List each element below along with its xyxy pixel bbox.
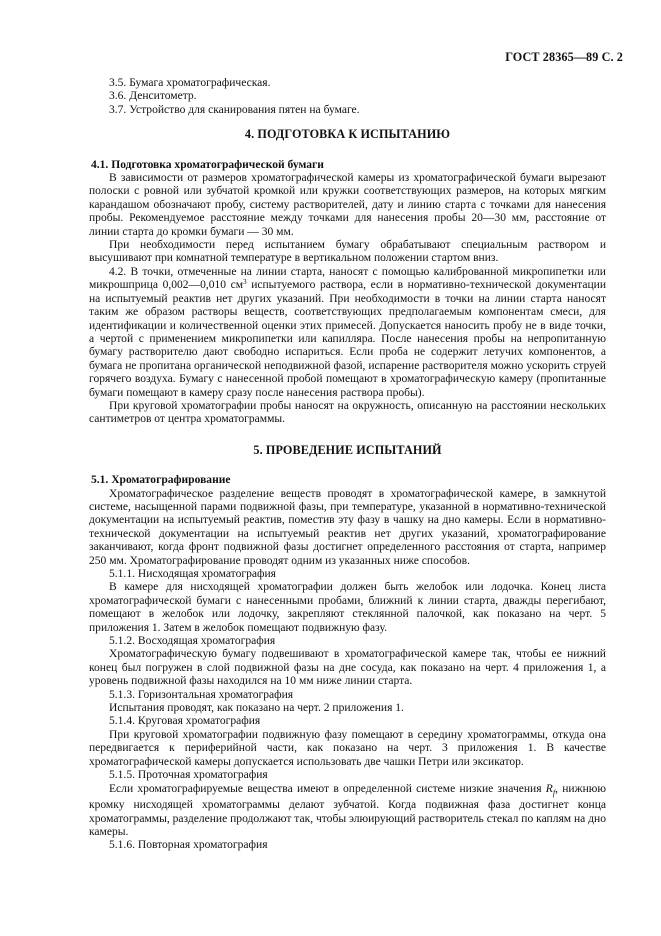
- paragraph: При необходимости перед испытанием бумагу обрабатывают специальным раствором и высушивают при комнатной температуре в вертикальном положении стартом вниз.: [89, 239, 606, 265]
- subsection-5-1-5-title: 5.1.5. Проточная хроматография: [109, 769, 268, 782]
- paragraph: В камере для нисходящей хроматографии должен быть желобок или лодочка. Конец листа хроматографической бумаги с нанесенными пробами, ближний к линии старта, дважды перегибают, помещают в желобок или лодочку, закрепляют стеклянной палочкой, как показано на черт. 5 приложения 1. Затем в желобок помещают подвижную фазу.: [89, 581, 606, 634]
- page-header: ГОСТ 28365—89 С. 2: [505, 50, 623, 64]
- subsection-5-1-4-title: 5.1.4. Круговая хроматография: [109, 715, 261, 728]
- paragraph: В зависимости от размеров хроматографической камеры из хроматографической бумаги вырезают полоски с ровной или зубчатой кромкой или кружки соответствующих размеров, на которых мягким карандашом обозначают пробу, систему растворителей, дату и линию старта с точками для нанесения пробы. Рекомендуемое расстояние между точками для нанесения пробы 20—30 мм, расстояние от линии старта до кромки бумаги — 30 мм.: [89, 172, 606, 238]
- section-4-title: 4. ПОДГОТОВКА К ИСПЫТАНИЮ: [244, 127, 451, 142]
- subsection-5-1-title: 5.1. Хроматографирование: [91, 474, 231, 487]
- paragraph: Испытания проводят, как показано на черт. 2 приложения 1.: [109, 702, 404, 715]
- subsection-5-1-1-title: 5.1.1. Нисходящая хроматография: [109, 568, 276, 580]
- section-5-title: 5. ПРОВЕДЕНИЕ ИСПЫТАНИЙ: [253, 442, 442, 457]
- paragraph: Хроматографическую бумагу подвешивают в хроматографической камере так, чтобы ее нижний конец был погружен в слой подвижной фазы на дне сосуда, как показано на черт. 4 приложения 1, а уровень подвижной фазы находился на 10 мм ниже линии старта.: [89, 648, 606, 688]
- list-item: 3.7. Устройство для сканирования пятен на бумаге.: [109, 103, 360, 116]
- paragraph-5-1-5: Если хроматографируемые вещества имеют в определенной системе низкие значения $R_f$, нижнюю кромку нисходящей хроматограммы делают зубчатой. Когда подвижная фаза достигнет конца хроматограммы, разделение продолжают так, чтобы элюирующий растворитель стекал по каплям на дно камеры.: [89, 782, 607, 839]
- subsection-5-1-2-title: 5.1.2. Восходящая хроматография: [109, 635, 276, 648]
- subsection-5-1-3-title: 5.1.3. Горизонтальная хроматография: [109, 688, 294, 701]
- paragraph: Хроматографическое разделение веществ проводят в хроматографической камере, в замкнутой системе, насыщенной парами подвижной фазы, при температуре, указанной в нормативно-технической документации на испытуемый реактив, поместив эту фазу в чашку на дно камеры. Если в нормативно-технической документации на испытуемый реактив нет других указаний, хроматографирование заканчивают, когда фронт подвижной фазы достигнет определенного расстояния от старта, например 250 мм. Хроматографирование проводят одним из указанных ниже способов.: [89, 487, 606, 567]
- list-item: 3.5. Бумага хроматографическая.: [109, 77, 271, 89]
- paragraph: При круговой хроматографии подвижную фазу помещают в середину хроматограммы, откуда она передвигается к периферийной части, как показано на черт. 3 приложения 1. В качестве хроматографической камеры допускается использовать две чашки Петри или эксикатор.: [89, 728, 606, 768]
- subsection-5-1-6-title: 5.1.6. Повторная хроматография: [109, 839, 268, 852]
- subsection-4-1-title: 4.1. Подготовка хроматографической бумаги: [91, 158, 324, 171]
- document-body: [89, 77, 606, 853]
- paragraph-4-2: 4.2. В точки, отмеченные на линии старта, наносят с помощью калиброванной микропипетки или микрошприца 0,002—0,010 $см^3$ испытуемого раствора, если в нормативно-технической документации на испытуемый реактив нет других указаний. При необходимости в точки на линии старта наносят таким же образом растворы веществ, соответствующих предполагаемым компонентам смеси, для идентификации и количественной оценки этих примесей. Допускается наносить пробу не в виде точки, а чертой с применением микропипетки или капилляра. После нанесения пробы на непропитанную бумагу растворителю дают свободно испариться. Если проба не содержит летучих компонентов, а бумага не пропитана органической неподвижной фазой, испарение растворителя можно ускорить струей горячего воздуха. Бумагу с нанесенной пробой помещают в хроматографическую камеру (пропитанные бумаги помещают в камеру сразу после нанесения раствора пробы).: [89, 265, 607, 399]
- paragraph: При круговой хроматографии пробы наносят на окружность, описанную на расстоянии нескольких сантиметров от центра хроматограммы.: [89, 399, 606, 426]
- list-item: 3.6. Денситометр.: [109, 90, 197, 103]
